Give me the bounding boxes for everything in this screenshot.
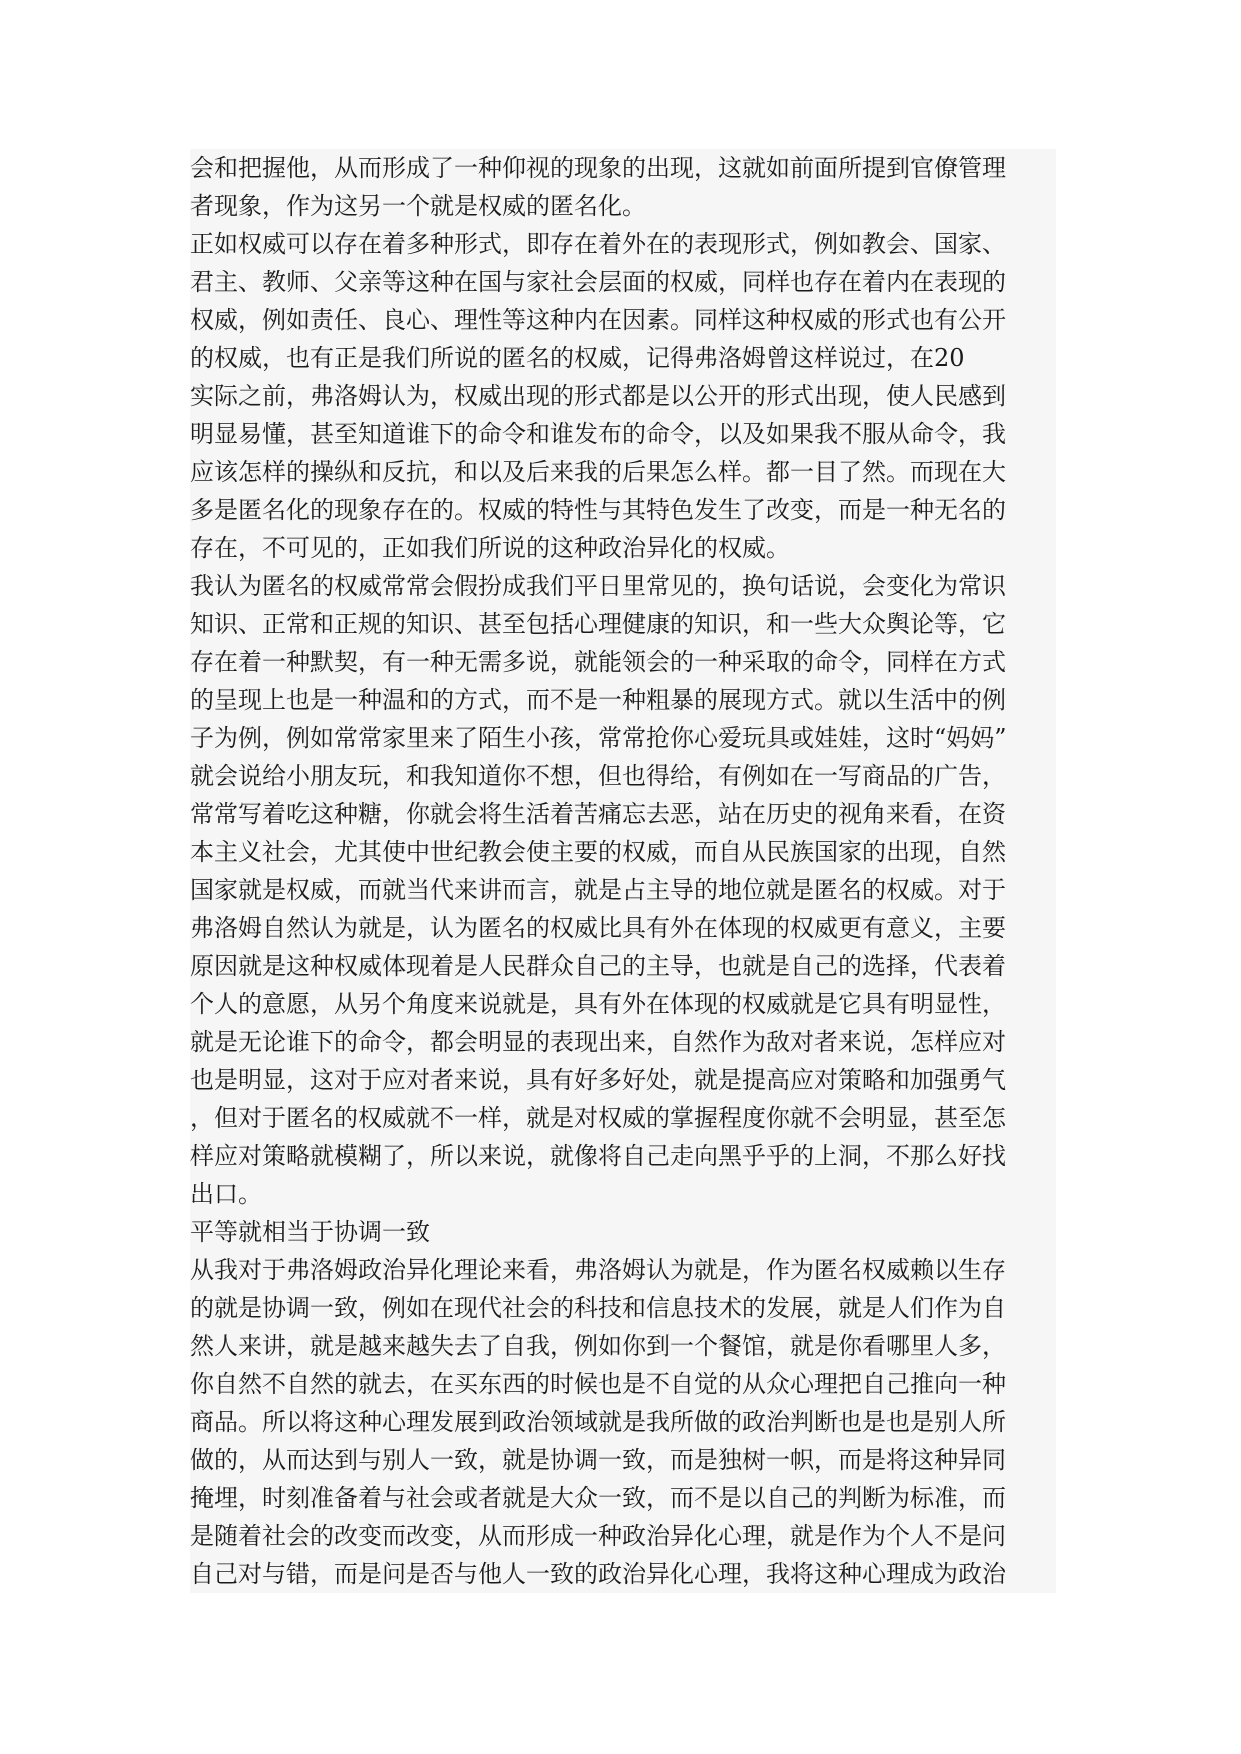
text-line: 知识、正常和正规的知识、甚至包括心理健康的知识，和一些大众舆论等，它 [190, 605, 1056, 643]
text-line: 的权威，也有正是我们所说的匿名的权威，记得弗洛姆曾这样说过，在20 [190, 339, 1056, 377]
text-line: 应该怎样的操纵和反抗，和以及后来我的后果怎么样。都一目了然。而现在大 [190, 453, 1056, 491]
text-line: 出口。 [190, 1175, 1056, 1213]
text-line: 我认为匿名的权威常常会假扮成我们平日里常见的，换句话说，会变化为常识 [190, 567, 1056, 605]
text-line: 商品。所以将这种心理发展到政治领域就是我所做的政治判断也是也是别人所 [190, 1403, 1056, 1441]
text-line: 者现象，作为这另一个就是权威的匿名化。 [190, 187, 1056, 225]
text-line: 原因就是这种权威体现着是人民群众自己的主导，也就是自己的选择，代表着 [190, 947, 1056, 985]
text-line: 常常写着吃这种糖，你就会将生活着苦痛忘去恶，站在历史的视角来看，在资 [190, 795, 1056, 833]
text-line: 国家就是权威，而就当代来讲而言，就是占主导的地位就是匿名的权威。对于 [190, 871, 1056, 909]
text-line: 从我对于弗洛姆政治异化理论来看，弗洛姆认为就是，作为匿名权威赖以生存 [190, 1251, 1056, 1289]
text-line: 自己对与错，而是问是否与他人一致的政治异化心理，我将这种心理成为政治 [190, 1555, 1056, 1593]
text-line: 明显易懂，甚至知道谁下的命令和谁发布的命令，以及如果我不服从命令，我 [190, 415, 1056, 453]
text-line: 正如权威可以存在着多种形式，即存在着外在的表现形式，例如教会、国家、 [190, 225, 1056, 263]
text-line: 多是匿名化的现象存在的。权威的特性与其特色发生了改变，而是一种无名的 [190, 491, 1056, 529]
document-page [190, 149, 1056, 1593]
text-line: 子为例，例如常常家里来了陌生小孩，常常抢你心爱玩具或娃娃，这时“妈妈” [190, 719, 1056, 757]
section-heading: 平等就相当于协调一致 [190, 1213, 1056, 1251]
text-line: 样应对策略就模糊了，所以来说，就像将自己走向黑乎乎的上洞，不那么好找 [190, 1137, 1056, 1175]
text-line: 掩埋，时刻准备着与社会或者就是大众一致，而不是以自己的判断为标准，而 [190, 1479, 1056, 1517]
text-line: 做的，从而达到与别人一致，就是协调一致，而是独树一帜，而是将这种异同 [190, 1441, 1056, 1479]
text-line: ，但对于匿名的权威就不一样，就是对权威的掌握程度你就不会明显，甚至怎 [190, 1099, 1056, 1137]
text-line: 也是明显，这对于应对者来说，具有好多好处，就是提高应对策略和加强勇气 [190, 1061, 1056, 1099]
text-line: 就会说给小朋友玩，和我知道你不想，但也得给，有例如在一写商品的广告， [190, 757, 1056, 795]
text-line: 然人来讲，就是越来越失去了自我，例如你到一个餐馆，就是你看哪里人多， [190, 1327, 1056, 1365]
text-line: 会和把握他，从而形成了一种仰视的现象的出现，这就如前面所提到官僚管理 [190, 149, 1056, 187]
text-line: 君主、教师、父亲等这种在国与家社会层面的权威，同样也存在着内在表现的 [190, 263, 1056, 301]
text-line: 你自然不自然的就去，在买东西的时候也是不自觉的从众心理把自己推向一种 [190, 1365, 1056, 1403]
text-line: 实际之前，弗洛姆认为，权威出现的形式都是以公开的形式出现，使人民感到 [190, 377, 1056, 415]
text-line: 是随着社会的改变而改变，从而形成一种政治异化心理，就是作为个人不是问 [190, 1517, 1056, 1555]
text-line: 就是无论谁下的命令，都会明显的表现出来，自然作为敌对者来说，怎样应对 [190, 1023, 1056, 1061]
text-line: 权威，例如责任、良心、理性等这种内在因素。同样这种权威的形式也有公开 [190, 301, 1056, 339]
text-line: 存在着一种默契，有一种无需多说，就能领会的一种采取的命令，同样在方式 [190, 643, 1056, 681]
text-line: 本主义社会，尤其使中世纪教会使主要的权威，而自从民族国家的出现，自然 [190, 833, 1056, 871]
text-line: 个人的意愿，从另个角度来说就是，具有外在体现的权威就是它具有明显性， [190, 985, 1056, 1023]
text-line: 弗洛姆自然认为就是，认为匿名的权威比具有外在体现的权威更有意义，主要 [190, 909, 1056, 947]
text-line: 存在，不可见的，正如我们所说的这种政治异化的权威。 [190, 529, 1056, 567]
text-line: 的呈现上也是一种温和的方式，而不是一种粗暴的展现方式。就以生活中的例 [190, 681, 1056, 719]
text-line: 的就是协调一致，例如在现代社会的科技和信息技术的发展，就是人们作为自 [190, 1289, 1056, 1327]
